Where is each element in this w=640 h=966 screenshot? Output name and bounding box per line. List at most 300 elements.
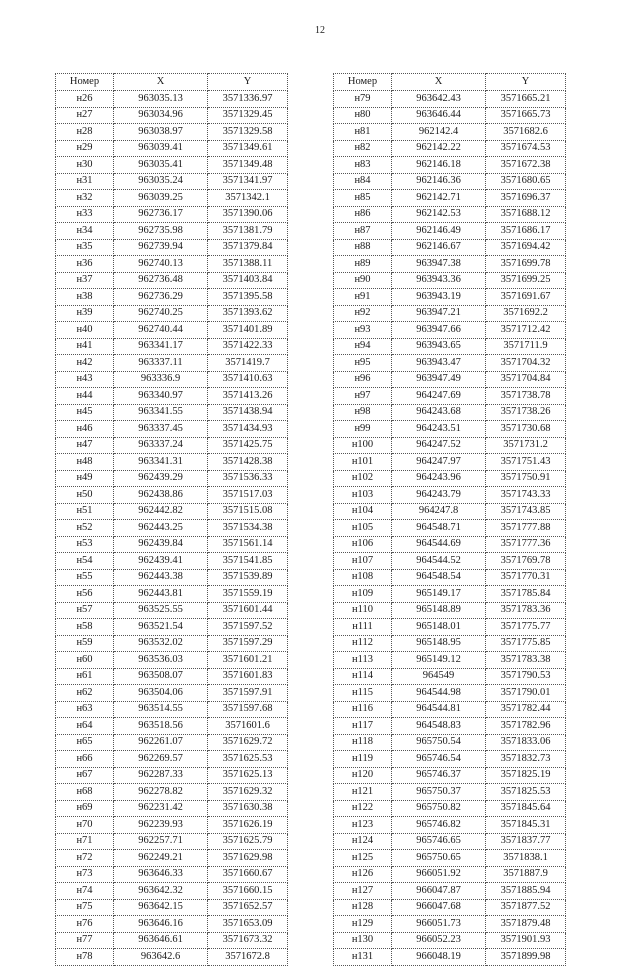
table-row — [56, 91, 288, 108]
x-coordinate-cell: 963508.07 — [114, 668, 208, 685]
table-row — [334, 916, 566, 933]
x-coordinate-cell: 964247.69 — [392, 388, 486, 405]
x-coordinate-cell: 965746.82 — [392, 817, 486, 834]
table-row — [56, 932, 288, 949]
table-row — [56, 866, 288, 883]
point-number-cell: н30 — [56, 157, 114, 174]
x-coordinate-cell: 966052.23 — [392, 932, 486, 949]
x-coordinate-cell: 963035.41 — [114, 157, 208, 174]
table-row — [56, 124, 288, 141]
y-coordinate-cell: 3571775.77 — [486, 619, 566, 636]
x-coordinate-cell: 963039.25 — [114, 190, 208, 207]
y-coordinate-cell: 3571751.43 — [486, 454, 566, 471]
table-row — [334, 272, 566, 289]
y-coordinate-cell: 3571712.42 — [486, 322, 566, 339]
x-coordinate-cell: 963646.61 — [114, 932, 208, 949]
table-row — [56, 784, 288, 801]
point-number-cell: н123 — [334, 817, 392, 834]
y-coordinate-cell: 3571696.37 — [486, 190, 566, 207]
point-number-cell: н56 — [56, 586, 114, 603]
point-number-cell: н119 — [334, 751, 392, 768]
point-number-cell: н107 — [334, 553, 392, 570]
table-row — [334, 685, 566, 702]
x-coordinate-cell: 963947.66 — [392, 322, 486, 339]
y-coordinate-cell: 3571777.88 — [486, 520, 566, 537]
x-coordinate-cell: 964548.71 — [392, 520, 486, 537]
table-header-row — [56, 74, 288, 91]
table-row — [56, 635, 288, 652]
y-coordinate-cell: 3571782.96 — [486, 718, 566, 735]
y-coordinate-cell: 3571694.42 — [486, 239, 566, 256]
y-coordinate-cell: 3571597.52 — [208, 619, 288, 636]
y-coordinate-cell: 3571845.31 — [486, 817, 566, 834]
coordinates-table-left — [55, 73, 288, 966]
x-coordinate-cell: 963035.24 — [114, 173, 208, 190]
point-number-cell: н95 — [334, 355, 392, 372]
point-number-cell: н81 — [334, 124, 392, 141]
table-row — [56, 668, 288, 685]
y-coordinate-cell: 3571738.78 — [486, 388, 566, 405]
table-row — [334, 850, 566, 867]
column-header-y: Y — [208, 74, 288, 91]
x-coordinate-cell: 962740.25 — [114, 305, 208, 322]
y-coordinate-cell: 3571699.78 — [486, 256, 566, 273]
x-coordinate-cell: 963943.36 — [392, 272, 486, 289]
table-row — [334, 536, 566, 553]
table-row — [334, 520, 566, 537]
point-number-cell: н98 — [334, 404, 392, 421]
y-coordinate-cell: 3571428.38 — [208, 454, 288, 471]
table-row — [56, 553, 288, 570]
x-coordinate-cell: 962249.21 — [114, 850, 208, 867]
table-row — [56, 916, 288, 933]
x-coordinate-cell: 964247.97 — [392, 454, 486, 471]
table-row — [334, 668, 566, 685]
x-coordinate-cell: 965750.37 — [392, 784, 486, 801]
x-coordinate-cell: 966048.19 — [392, 949, 486, 966]
table-row — [334, 470, 566, 487]
x-coordinate-cell: 966051.73 — [392, 916, 486, 933]
y-coordinate-cell: 3571349.61 — [208, 140, 288, 157]
point-number-cell: н67 — [56, 767, 114, 784]
point-number-cell: н108 — [334, 569, 392, 586]
table-row — [56, 487, 288, 504]
point-number-cell: н110 — [334, 602, 392, 619]
table-row — [56, 388, 288, 405]
x-coordinate-cell: 963646.16 — [114, 916, 208, 933]
table-row — [56, 470, 288, 487]
point-number-cell: н130 — [334, 932, 392, 949]
point-number-cell: н102 — [334, 470, 392, 487]
table-row — [56, 190, 288, 207]
point-number-cell: н35 — [56, 239, 114, 256]
table-row — [56, 256, 288, 273]
x-coordinate-cell: 963646.33 — [114, 866, 208, 883]
point-number-cell: н86 — [334, 206, 392, 223]
coordinates-table-right — [333, 73, 566, 966]
y-coordinate-cell: 3571704.84 — [486, 371, 566, 388]
table-row — [334, 107, 566, 124]
point-number-cell: н101 — [334, 454, 392, 471]
y-coordinate-cell: 3571711.9 — [486, 338, 566, 355]
x-coordinate-cell: 965746.37 — [392, 767, 486, 784]
x-coordinate-cell: 963035.13 — [114, 91, 208, 108]
page-number: 12 — [315, 25, 325, 36]
table-row — [56, 586, 288, 603]
y-coordinate-cell: 3571879.48 — [486, 916, 566, 933]
point-number-cell: н33 — [56, 206, 114, 223]
table-row — [56, 322, 288, 339]
x-coordinate-cell: 962142.71 — [392, 190, 486, 207]
point-number-cell: н55 — [56, 569, 114, 586]
y-coordinate-cell: 3571665.21 — [486, 91, 566, 108]
point-number-cell: н106 — [334, 536, 392, 553]
table-row — [56, 305, 288, 322]
table-row — [56, 734, 288, 751]
x-coordinate-cell: 963943.65 — [392, 338, 486, 355]
y-coordinate-cell: 3571783.36 — [486, 602, 566, 619]
point-number-cell: н73 — [56, 866, 114, 883]
table-row — [334, 899, 566, 916]
x-coordinate-cell: 963340.97 — [114, 388, 208, 405]
table-row — [334, 157, 566, 174]
table-row — [334, 569, 566, 586]
x-coordinate-cell: 962438.86 — [114, 487, 208, 504]
point-number-cell: н131 — [334, 949, 392, 966]
y-coordinate-cell: 3571785.84 — [486, 586, 566, 603]
y-coordinate-cell: 3571629.98 — [208, 850, 288, 867]
point-number-cell: н99 — [334, 421, 392, 438]
point-number-cell: н57 — [56, 602, 114, 619]
x-coordinate-cell: 963341.17 — [114, 338, 208, 355]
x-coordinate-cell: 963341.55 — [114, 404, 208, 421]
point-number-cell: н94 — [334, 338, 392, 355]
table-row — [334, 635, 566, 652]
y-coordinate-cell: 3571743.85 — [486, 503, 566, 520]
x-coordinate-cell: 962735.98 — [114, 223, 208, 240]
y-coordinate-cell: 3571832.73 — [486, 751, 566, 768]
x-coordinate-cell: 962736.29 — [114, 289, 208, 306]
x-coordinate-cell: 962740.13 — [114, 256, 208, 273]
x-coordinate-cell: 962442.82 — [114, 503, 208, 520]
point-number-cell: н116 — [334, 701, 392, 718]
y-coordinate-cell: 3571838.1 — [486, 850, 566, 867]
table-row — [334, 355, 566, 372]
x-coordinate-cell: 966051.92 — [392, 866, 486, 883]
x-coordinate-cell: 963341.31 — [114, 454, 208, 471]
table-row — [56, 503, 288, 520]
x-coordinate-cell: 966047.68 — [392, 899, 486, 916]
x-coordinate-cell: 963337.11 — [114, 355, 208, 372]
x-coordinate-cell: 964247.52 — [392, 437, 486, 454]
table-row — [334, 338, 566, 355]
point-number-cell: н42 — [56, 355, 114, 372]
point-number-cell: н64 — [56, 718, 114, 735]
table-row — [56, 371, 288, 388]
point-number-cell: н93 — [334, 322, 392, 339]
y-coordinate-cell: 3571597.29 — [208, 635, 288, 652]
point-number-cell: н125 — [334, 850, 392, 867]
y-coordinate-cell: 3571652.57 — [208, 899, 288, 916]
x-coordinate-cell: 963337.24 — [114, 437, 208, 454]
x-coordinate-cell: 965149.17 — [392, 586, 486, 603]
x-coordinate-cell: 963039.41 — [114, 140, 208, 157]
y-coordinate-cell: 3571672.38 — [486, 157, 566, 174]
point-number-cell: н82 — [334, 140, 392, 157]
point-number-cell: н43 — [56, 371, 114, 388]
x-coordinate-cell: 963947.49 — [392, 371, 486, 388]
y-coordinate-cell: 3571731.2 — [486, 437, 566, 454]
x-coordinate-cell: 963336.9 — [114, 371, 208, 388]
y-coordinate-cell: 3571559.19 — [208, 586, 288, 603]
point-number-cell: н112 — [334, 635, 392, 652]
x-coordinate-cell: 965750.82 — [392, 800, 486, 817]
point-number-cell: н104 — [334, 503, 392, 520]
y-coordinate-cell: 3571395.58 — [208, 289, 288, 306]
table-header-row — [334, 74, 566, 91]
x-coordinate-cell: 963947.38 — [392, 256, 486, 273]
y-coordinate-cell: 3571601.44 — [208, 602, 288, 619]
table-row — [56, 404, 288, 421]
point-number-cell: н26 — [56, 91, 114, 108]
point-number-cell: н92 — [334, 305, 392, 322]
table-row — [56, 338, 288, 355]
point-number-cell: н72 — [56, 850, 114, 867]
x-coordinate-cell: 963518.56 — [114, 718, 208, 735]
table-row — [334, 256, 566, 273]
x-coordinate-cell: 962261.07 — [114, 734, 208, 751]
table-row — [334, 437, 566, 454]
y-coordinate-cell: 3571901.93 — [486, 932, 566, 949]
table-row — [56, 767, 288, 784]
y-coordinate-cell: 3571536.33 — [208, 470, 288, 487]
point-number-cell: н117 — [334, 718, 392, 735]
table-row — [334, 619, 566, 636]
table-row — [56, 173, 288, 190]
y-coordinate-cell: 3571534.38 — [208, 520, 288, 537]
table-row — [56, 206, 288, 223]
x-coordinate-cell: 963943.19 — [392, 289, 486, 306]
y-coordinate-cell: 3571342.1 — [208, 190, 288, 207]
y-coordinate-cell: 3571601.83 — [208, 668, 288, 685]
y-coordinate-cell: 3571381.79 — [208, 223, 288, 240]
x-coordinate-cell: 964544.52 — [392, 553, 486, 570]
point-number-cell: н74 — [56, 883, 114, 900]
table-row — [334, 767, 566, 784]
point-number-cell: н128 — [334, 899, 392, 916]
point-number-cell: н46 — [56, 421, 114, 438]
x-coordinate-cell: 963514.55 — [114, 701, 208, 718]
x-coordinate-cell: 962146.49 — [392, 223, 486, 240]
y-coordinate-cell: 3571673.32 — [208, 932, 288, 949]
point-number-cell: н89 — [334, 256, 392, 273]
table-row — [334, 701, 566, 718]
point-number-cell: н118 — [334, 734, 392, 751]
y-coordinate-cell: 3571686.17 — [486, 223, 566, 240]
point-number-cell: н27 — [56, 107, 114, 124]
x-coordinate-cell: 964544.81 — [392, 701, 486, 718]
x-coordinate-cell: 963536.03 — [114, 652, 208, 669]
table-row — [334, 784, 566, 801]
y-coordinate-cell: 3571329.45 — [208, 107, 288, 124]
table-row — [334, 718, 566, 735]
x-coordinate-cell: 963038.97 — [114, 124, 208, 141]
table-row — [334, 487, 566, 504]
y-coordinate-cell: 3571341.97 — [208, 173, 288, 190]
y-coordinate-cell: 3571680.65 — [486, 173, 566, 190]
point-number-cell: н111 — [334, 619, 392, 636]
x-coordinate-cell: 966047.87 — [392, 883, 486, 900]
table-row — [334, 734, 566, 751]
x-coordinate-cell: 964243.51 — [392, 421, 486, 438]
table-row — [334, 454, 566, 471]
y-coordinate-cell: 3571425.75 — [208, 437, 288, 454]
y-coordinate-cell: 3571390.06 — [208, 206, 288, 223]
y-coordinate-cell: 3571704.32 — [486, 355, 566, 372]
point-number-cell: н100 — [334, 437, 392, 454]
y-coordinate-cell: 3571790.53 — [486, 668, 566, 685]
table-row — [334, 883, 566, 900]
x-coordinate-cell: 965750.54 — [392, 734, 486, 751]
table-row — [334, 949, 566, 966]
y-coordinate-cell: 3571403.84 — [208, 272, 288, 289]
x-coordinate-cell: 963947.21 — [392, 305, 486, 322]
point-number-cell: н96 — [334, 371, 392, 388]
point-number-cell: н121 — [334, 784, 392, 801]
y-coordinate-cell: 3571775.85 — [486, 635, 566, 652]
x-coordinate-cell: 962739.94 — [114, 239, 208, 256]
table-row — [334, 817, 566, 834]
point-number-cell: н77 — [56, 932, 114, 949]
point-number-cell: н38 — [56, 289, 114, 306]
point-number-cell: н28 — [56, 124, 114, 141]
y-coordinate-cell: 3571597.91 — [208, 685, 288, 702]
x-coordinate-cell: 962740.44 — [114, 322, 208, 339]
y-coordinate-cell: 3571743.33 — [486, 487, 566, 504]
point-number-cell: н83 — [334, 157, 392, 174]
y-coordinate-cell: 3571629.72 — [208, 734, 288, 751]
x-coordinate-cell: 963642.6 — [114, 949, 208, 966]
table-row — [56, 899, 288, 916]
point-number-cell: н87 — [334, 223, 392, 240]
point-number-cell: н48 — [56, 454, 114, 471]
table-row — [334, 553, 566, 570]
y-coordinate-cell: 3571750.91 — [486, 470, 566, 487]
table-row — [56, 107, 288, 124]
y-coordinate-cell: 3571626.19 — [208, 817, 288, 834]
point-number-cell: н109 — [334, 586, 392, 603]
x-coordinate-cell: 963646.44 — [392, 107, 486, 124]
table-row — [334, 421, 566, 438]
y-coordinate-cell: 3571660.67 — [208, 866, 288, 883]
table-row — [56, 949, 288, 966]
y-coordinate-cell: 3571691.67 — [486, 289, 566, 306]
column-header-number: Номер — [334, 74, 392, 91]
point-number-cell: н32 — [56, 190, 114, 207]
y-coordinate-cell: 3571730.68 — [486, 421, 566, 438]
x-coordinate-cell: 962287.33 — [114, 767, 208, 784]
y-coordinate-cell: 3571541.85 — [208, 553, 288, 570]
table-row — [334, 322, 566, 339]
y-coordinate-cell: 3571434.93 — [208, 421, 288, 438]
y-coordinate-cell: 3571422.33 — [208, 338, 288, 355]
x-coordinate-cell: 962231.42 — [114, 800, 208, 817]
x-coordinate-cell: 965148.89 — [392, 602, 486, 619]
table-row — [334, 371, 566, 388]
table-row — [334, 289, 566, 306]
point-number-cell: н105 — [334, 520, 392, 537]
table-row — [334, 833, 566, 850]
y-coordinate-cell: 3571336.97 — [208, 91, 288, 108]
point-number-cell: н60 — [56, 652, 114, 669]
table-row — [56, 619, 288, 636]
point-number-cell: н76 — [56, 916, 114, 933]
table-row — [334, 190, 566, 207]
point-number-cell: н54 — [56, 553, 114, 570]
y-coordinate-cell: 3571674.53 — [486, 140, 566, 157]
point-number-cell: н66 — [56, 751, 114, 768]
table-row — [56, 239, 288, 256]
point-number-cell: н103 — [334, 487, 392, 504]
y-coordinate-cell: 3571597.68 — [208, 701, 288, 718]
y-coordinate-cell: 3571738.26 — [486, 404, 566, 421]
y-coordinate-cell: 3571329.58 — [208, 124, 288, 141]
table-row — [56, 833, 288, 850]
x-coordinate-cell: 962439.84 — [114, 536, 208, 553]
x-coordinate-cell: 964247.8 — [392, 503, 486, 520]
x-coordinate-cell: 962439.29 — [114, 470, 208, 487]
x-coordinate-cell: 962443.81 — [114, 586, 208, 603]
table-row — [56, 272, 288, 289]
point-number-cell: н52 — [56, 520, 114, 537]
x-coordinate-cell: 963525.55 — [114, 602, 208, 619]
table-row — [56, 718, 288, 735]
y-coordinate-cell: 3571885.94 — [486, 883, 566, 900]
x-coordinate-cell: 965746.65 — [392, 833, 486, 850]
y-coordinate-cell: 3571660.15 — [208, 883, 288, 900]
y-coordinate-cell: 3571769.78 — [486, 553, 566, 570]
table-row — [56, 569, 288, 586]
y-coordinate-cell: 3571790.01 — [486, 685, 566, 702]
point-number-cell: н29 — [56, 140, 114, 157]
y-coordinate-cell: 3571625.53 — [208, 751, 288, 768]
point-number-cell: н129 — [334, 916, 392, 933]
x-coordinate-cell: 963521.54 — [114, 619, 208, 636]
x-coordinate-cell: 962736.48 — [114, 272, 208, 289]
table-row — [334, 751, 566, 768]
point-number-cell: н36 — [56, 256, 114, 273]
table-row — [334, 239, 566, 256]
y-coordinate-cell: 3571837.77 — [486, 833, 566, 850]
x-coordinate-cell: 962142.4 — [392, 124, 486, 141]
x-coordinate-cell: 963642.15 — [114, 899, 208, 916]
x-coordinate-cell: 964243.96 — [392, 470, 486, 487]
table-row — [56, 355, 288, 372]
x-coordinate-cell: 963504.06 — [114, 685, 208, 702]
y-coordinate-cell: 3571629.32 — [208, 784, 288, 801]
y-coordinate-cell: 3571625.79 — [208, 833, 288, 850]
x-coordinate-cell: 963642.43 — [392, 91, 486, 108]
point-number-cell: н58 — [56, 619, 114, 636]
x-coordinate-cell: 964548.83 — [392, 718, 486, 735]
point-number-cell: н39 — [56, 305, 114, 322]
column-header-number: Номер — [56, 74, 114, 91]
table-row — [56, 140, 288, 157]
point-number-cell: н61 — [56, 668, 114, 685]
point-number-cell: н63 — [56, 701, 114, 718]
table-row — [334, 800, 566, 817]
x-coordinate-cell: 962257.71 — [114, 833, 208, 850]
